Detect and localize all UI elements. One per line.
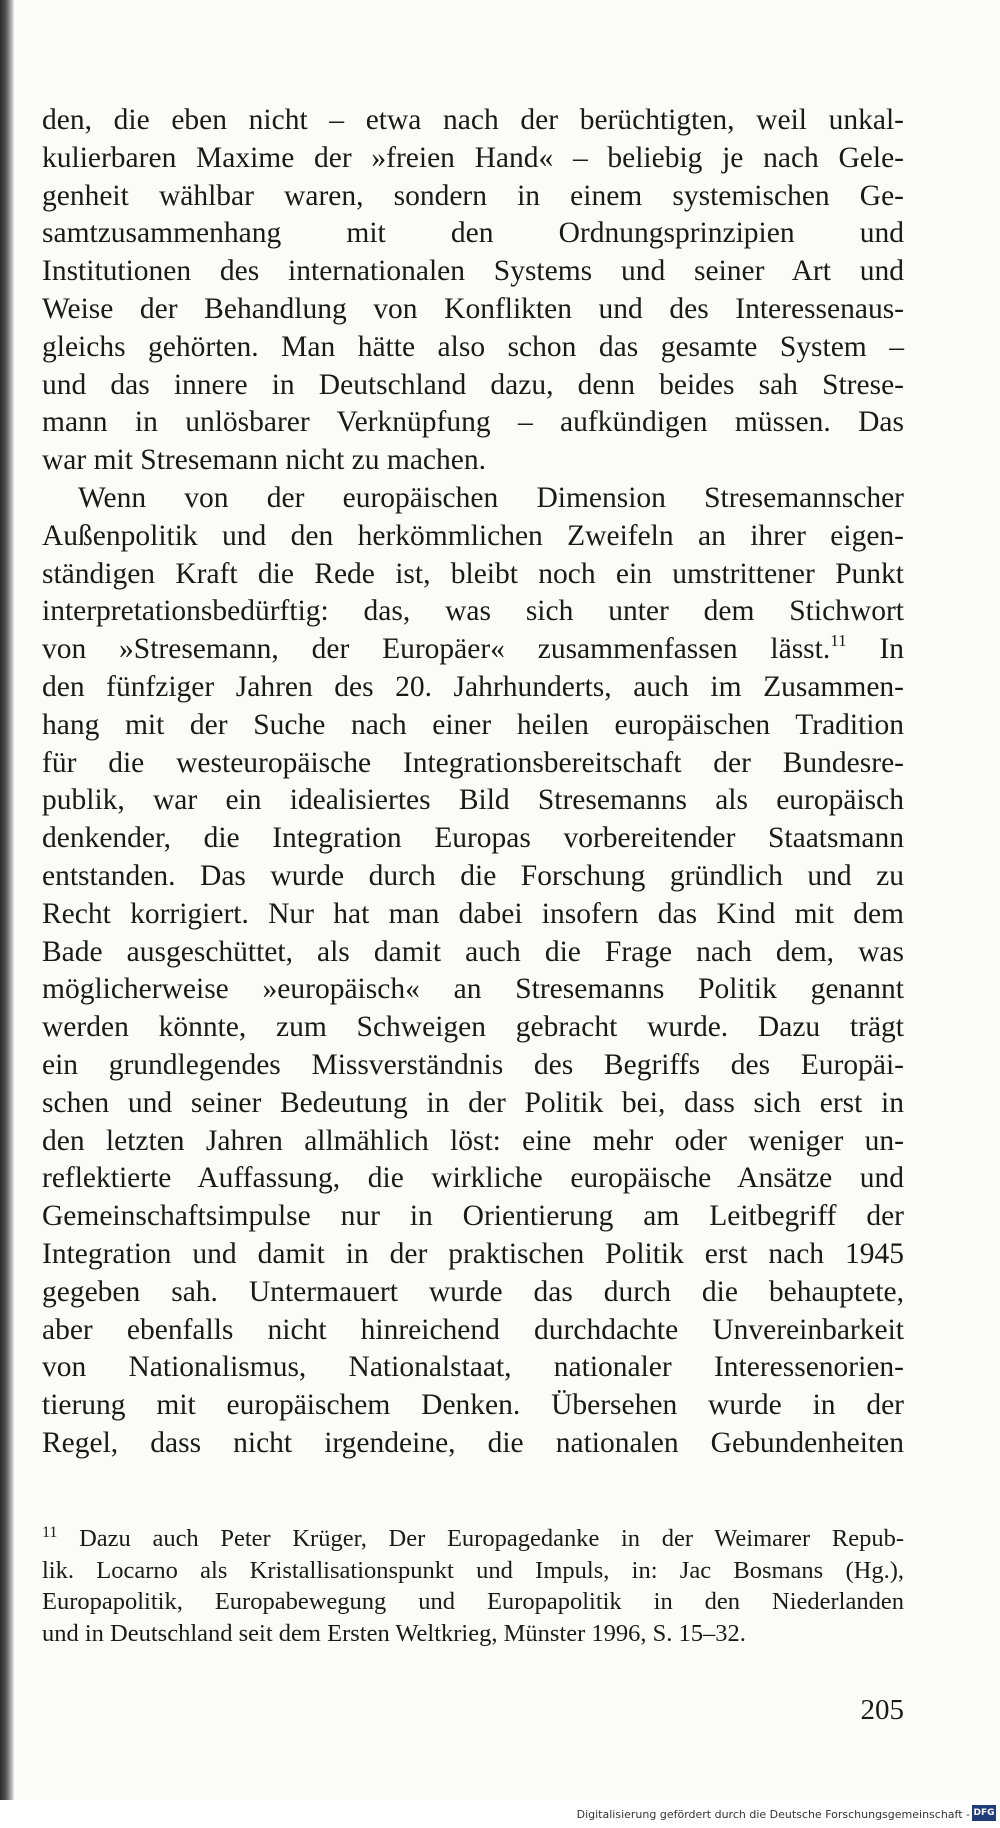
footnote-line: lik. Locarno als Kristallisationspunkt und Impuls, in: Jac Bosmans (Hg.),: [42, 1556, 904, 1584]
text-line: Außenpolitik und den herkömmlichen Zweifeln an ihrer eigen-: [42, 519, 904, 552]
text-line: gegeben sah. Untermauert wurde das durch die behauptete,: [42, 1275, 904, 1308]
body-text: [42, 102, 904, 1463]
text-line-with-footnote-ref: [42, 631, 904, 669]
footnote-line: [42, 1523, 904, 1555]
text-line: hang mit der Suche nach einer heilen europäischen Tradition: [42, 708, 904, 741]
text-line: aber ebenfalls nicht hinreichend durchdachte Unvereinbarkeit: [42, 1313, 904, 1346]
text-segment: In: [879, 633, 905, 666]
text-line: Gemeinschaftsimpulse nur in Orientierung am Leitbegriff der: [42, 1200, 904, 1233]
text-line: Recht korrigiert. Nur hat man dabei insofern das Kind mit dem: [42, 897, 904, 930]
footnote: [42, 1523, 904, 1649]
text-line: werden könnte, zum Schweigen gebracht wurde. Dazu trägt: [42, 1011, 904, 1044]
text-line: reflektierte Auffassung, die wirkliche europäische Ansätze und: [42, 1162, 904, 1195]
footnote-line: Europapolitik, Europabewegung und Europapolitik in den Niederlanden: [42, 1588, 904, 1615]
text-line: genheit wählbar waren, sondern in einem systemischen Ge-: [42, 179, 904, 212]
text-segment: von »Stresemann, der Europäer« zusammenfassen lässt.: [42, 633, 831, 666]
text-line: samtzusammenhang mit den Ordnungsprinzipien und: [42, 217, 904, 250]
text-line: für die westeuropäische Integrationsbereitschaft der Bundesre-: [42, 746, 904, 779]
text-line: ein grundlegendes Missverständnis des Begriffs des Europäi-: [42, 1048, 904, 1081]
text-line: den fünfziger Jahren des 20. Jahrhunderts, auch im Zusammen-: [42, 670, 904, 703]
text-line: entstanden. Das wurde durch die Forschung gründlich und zu: [42, 859, 904, 892]
text-line: kulierbaren Maxime der »freien Hand« – beliebig je nach Gele-: [42, 141, 904, 174]
text-line: den letzten Jahren allmählich löst: eine mehr oder weniger un-: [42, 1124, 904, 1157]
footnote-reference[interactable]: 11: [830, 631, 847, 651]
text-line: Integration und damit in der praktischen Politik erst nach 1945: [42, 1237, 904, 1270]
text-line: publik, war ein idealisiertes Bild Stresemanns als europäisch: [42, 784, 904, 817]
text-line: und das innere in Deutschland dazu, denn beides sah Strese-: [42, 368, 904, 401]
text-line: war mit Stresemann nicht zu machen.: [42, 444, 486, 477]
dfg-logo: DFG: [972, 1805, 996, 1821]
page-number: 205: [860, 1694, 904, 1726]
text-line: tierung mit europäischem Denken. Übersehen wurde in der: [42, 1389, 904, 1422]
text-line: ständigen Kraft die Rede ist, bleibt noch ein umstrittener Punkt: [42, 557, 904, 590]
text-line: schen und seiner Bedeutung in der Politik bei, dass sich erst in: [42, 1086, 904, 1119]
text-line: mann in unlösbarer Verknüpfung – aufkündigen müssen. Das: [42, 406, 904, 439]
text-line: Bade ausgeschüttet, als damit auch die Frage nach dem, was: [42, 935, 904, 968]
digitization-credit: Digitalisierung gefördert durch die Deutsche Forschungsgemeinschaft -: [576, 1808, 970, 1821]
footnote-line: und in Deutschland seit dem Ersten Weltkrieg, Münster 1996, S. 15–32.: [42, 1619, 746, 1647]
footnote-text: Dazu auch Peter Krüger, Der Europagedanke in der Weimarer Repub-: [79, 1525, 904, 1552]
text-line: von Nationalismus, Nationalstaat, nationaler Interessenorien-: [42, 1351, 904, 1384]
text-line: Weise der Behandlung von Konflikten und des Interessenaus-: [42, 292, 904, 325]
text-line: möglicherweise »europäisch« an Stresemanns Politik genannt: [42, 973, 904, 1006]
footnote-number: 11: [42, 1524, 58, 1541]
text-line: interpretationsbedürftig: das, was sich unter dem Stichwort: [42, 595, 904, 628]
text-line: den, die eben nicht – etwa nach der berüchtigten, weil unkal-: [42, 104, 904, 136]
text-line: Institutionen des internationalen Systems und seiner Art und: [42, 255, 904, 288]
text-line: denkender, die Integration Europas vorbereitender Staatsmann: [42, 822, 904, 855]
paragraph-first-line: Wenn von der europäischen Dimension Stresemannscher: [78, 481, 904, 514]
text-line: gleichs gehörten. Man hätte also schon das gesamte System –: [42, 330, 904, 363]
text-line: Regel, dass nicht irgendeine, die nationalen Gebundenheiten: [42, 1426, 904, 1459]
scan-binding-edge: [0, 0, 14, 1828]
